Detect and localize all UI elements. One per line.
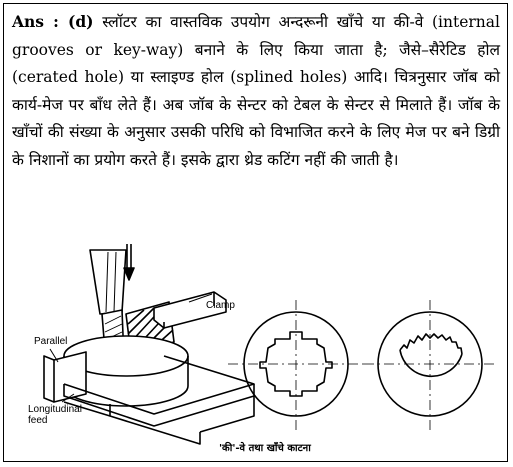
- parallel-block: [44, 352, 86, 402]
- longitudinal-feed-label: Longitudinal feed: [28, 404, 82, 426]
- answer-paragraph: [12, 8, 500, 174]
- answer-text: स्लॉटर का वास्तविक उपयोग अन्दरूनी खाँचे या की-वे (internal grooves or key-way) बनाने के लिए किया जाता है; जैसे–सैरेटिड होल (cerated hole) या स्लाइण्ड होल (splined holes) आदि। चित्रनुसार जॉब को कार्य-मेज पर बाँध लेते हैं। अब जॉब के सेन्टर को टेबल के सेन्टर से मिलाते हैं। जॉब के खाँचों की संख्या के अनुसार उसकी परिधि को विभाजित करने के लिए मेज पर बने डिग्री के निशानों का प्रयोग करते हैं। इसके द्वारा थ्रेड कटिंग नहीं की जाती है।: [12, 13, 500, 169]
- keyway-disc: [228, 300, 364, 430]
- slotting-figure: [14, 244, 502, 459]
- parallel-label: Parallel: [34, 336, 68, 347]
- figure-caption: 'की'-वे तथा खाँचे काटना: [219, 443, 311, 454]
- answer-box: [3, 3, 508, 462]
- slotting-diagram: [14, 244, 502, 459]
- answer-lead: Ans : (d): [12, 12, 94, 31]
- clamp-label: Clamp: [206, 300, 235, 311]
- slotter-ram: [90, 250, 126, 314]
- serrated-disc: [364, 300, 496, 430]
